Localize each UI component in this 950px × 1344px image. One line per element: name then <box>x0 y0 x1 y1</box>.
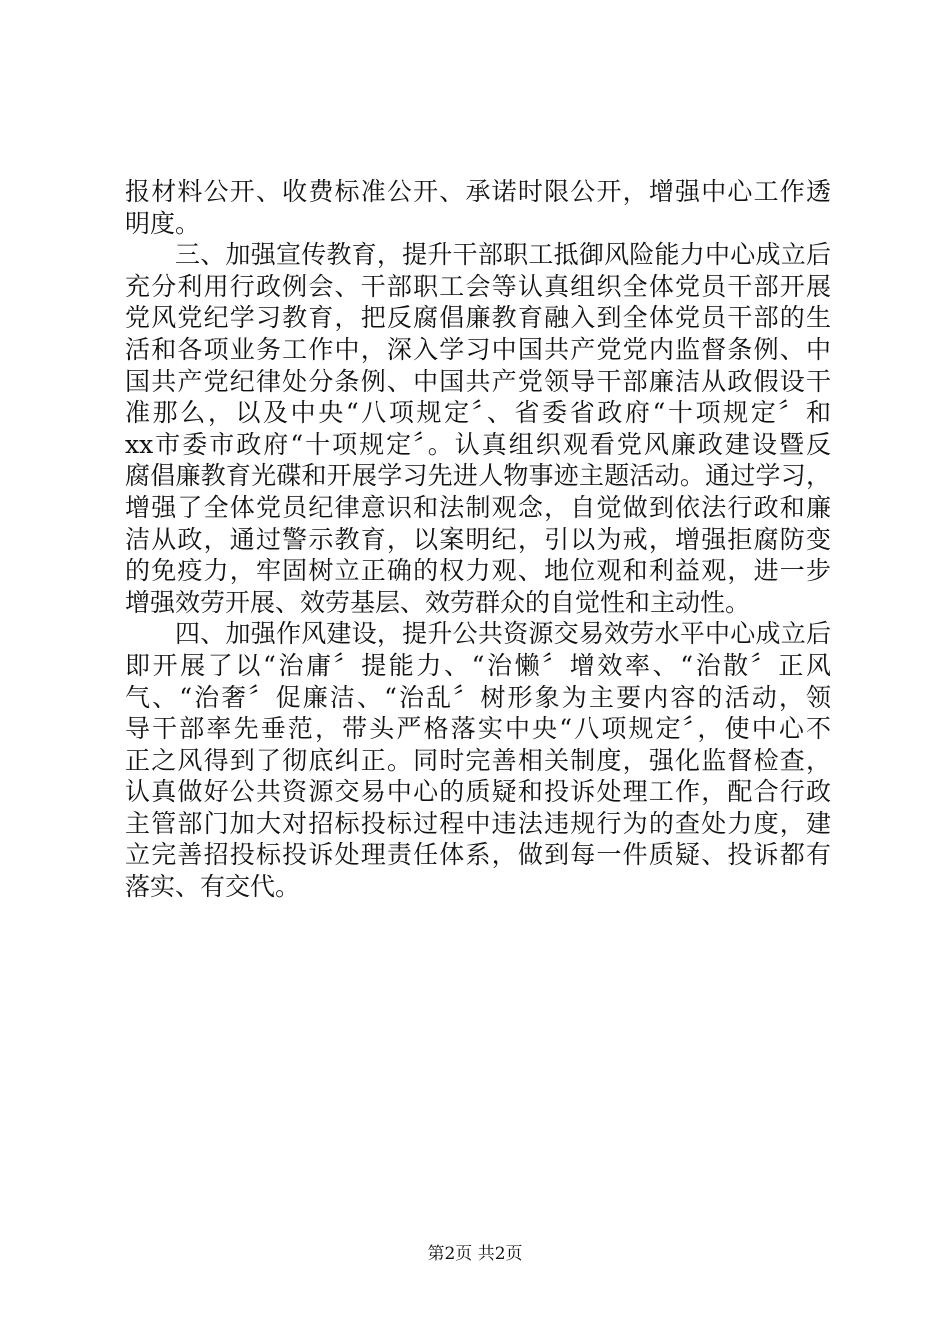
text-line: 活和各项业务工作中，深入学习中国共产党党内监督条例、中 <box>125 334 831 364</box>
text-line: 准那么，以及中央“八项规定〞、省委省政府“十项规定〞和 <box>125 398 831 428</box>
text-line: 国共产党纪律处分条例、中国共产党领导干部廉洁从政假设干 <box>125 366 831 396</box>
page-number-footer: 第2页 共2页 <box>427 1244 523 1264</box>
section-heading-line: 四、加强作风建设，提升公共资源交易效劳水平中心成立后 <box>175 619 831 649</box>
text-line: 立完善招投标投诉处理责任体系，做到每一件质疑、投诉都有 <box>125 840 831 870</box>
text-line: 主管部门加大对招标投标过程中违法违规行为的查处力度，建 <box>125 808 831 838</box>
text-line: 的免疫力，牢固树立正确的权力观、地位观和利益观，进一步 <box>125 556 831 586</box>
text-line: xx市委市政府“十项规定〞。认真组织观看党风廉政建设暨反 <box>125 429 831 459</box>
body-text <box>125 176 831 903</box>
text-line: 落实、有交代。 <box>125 872 301 902</box>
text-line: 报材料公开、收费标准公开、承诺时限公开，增强中心工作透 <box>125 177 831 206</box>
text-line: 认真做好公共资源交易中心的质疑和投诉处理工作，配合行政 <box>125 777 831 807</box>
section-heading-line: 三、加强宣传教育，提升干部职工抵御风险能力中心成立后 <box>175 240 831 270</box>
text-line: 洁从政，通过警示教育，以案明纪，引以为戒，增强拒腐防变 <box>125 524 831 554</box>
text-line: 增强效劳开展、效劳基层、效劳群众的自觉性和主动性。 <box>125 587 751 617</box>
text-line: 明度。 <box>125 208 201 238</box>
text-line: 腐倡廉教育光碟和开展学习先进人物事迹主题活动。通过学习， <box>125 461 831 491</box>
text-line: 增强了全体党员纪律意识和法制观念，自觉做到依法行政和廉 <box>125 492 831 522</box>
text-line: 充分利用行政例会、干部职工会等认真组织全体党员干部开展 <box>125 271 831 301</box>
text-line: 导干部率先垂范，带头严格落实中央“八项规定〞，使中心不 <box>125 714 831 744</box>
text-line: 正之风得到了彻底纠正。同时完善相关制度，强化监督检查， <box>125 745 831 775</box>
text-line: 即开展了以“治庸〞提能力、“治懒〞增效率、“治散〞正风 <box>125 650 831 680</box>
text-line: 气、“治奢〞促廉洁、“治乱〞树形象为主要内容的活动，领 <box>125 682 831 712</box>
text-line: 党风党纪学习教育，把反腐倡廉教育融入到全体党员干部的生 <box>125 303 831 333</box>
